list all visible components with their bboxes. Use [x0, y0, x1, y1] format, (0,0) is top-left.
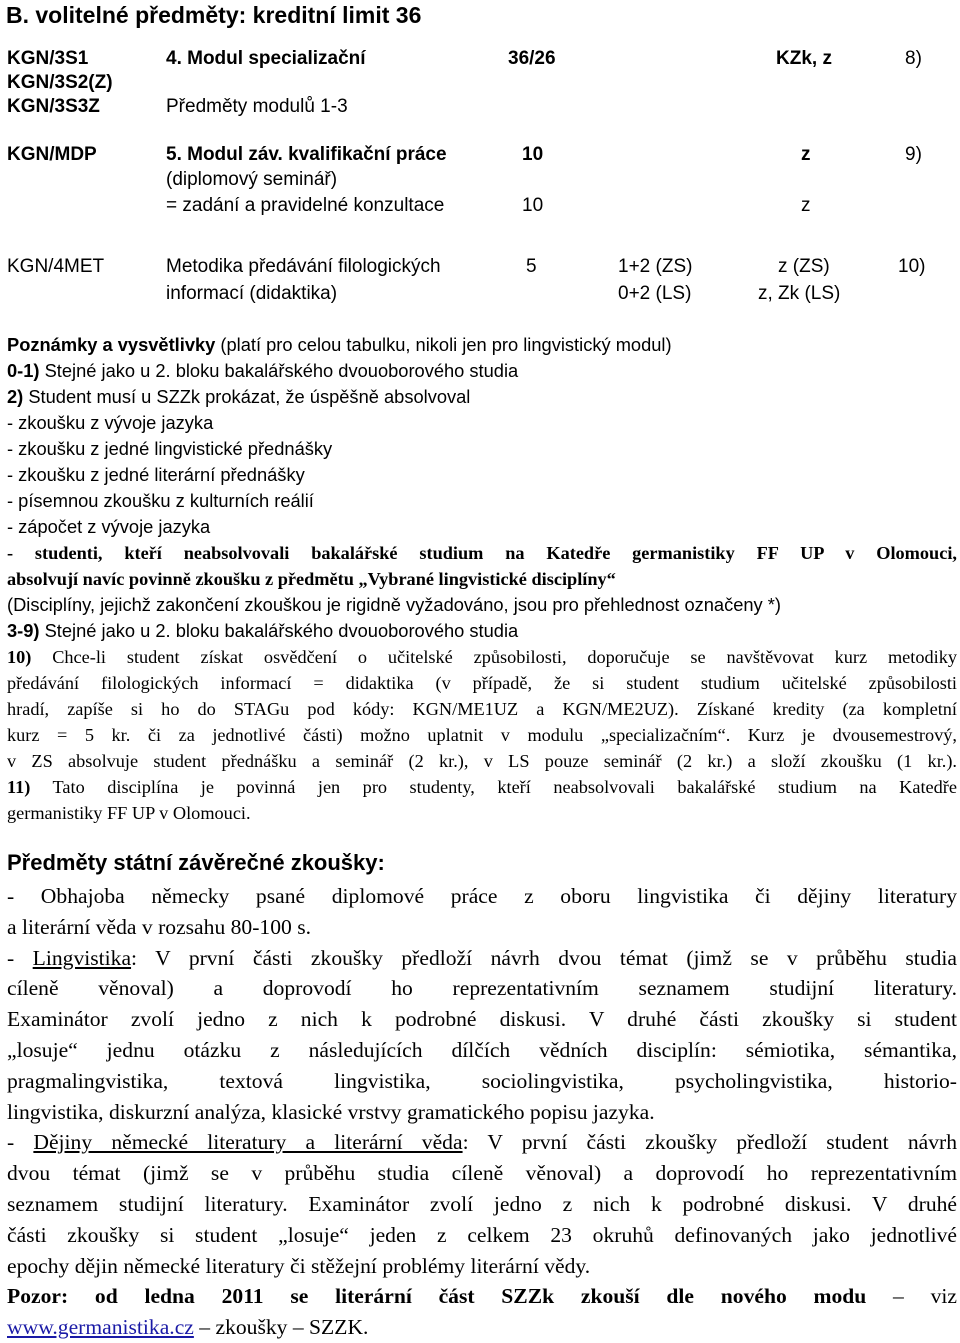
- course-name: = zadání a pravidelné konzultace: [166, 195, 445, 216]
- course-code: KGN/3S1: [7, 48, 89, 69]
- szz-line: a literární věda v rozsahu 80-100 s.: [7, 914, 312, 939]
- szz-line: části zkoušky si student „losuje“ jeden z celkem 23 okruhů definovaných jako jednotlivé: [7, 1222, 957, 1247]
- note-10-line: kurz = 5 kr. či za jednotlivé části) možno uplatnit v modulu „specializačním“. Kurz je dvousemestrový,: [7, 725, 957, 745]
- course-completion: KZk, z: [776, 48, 832, 69]
- szz-line: [7, 943, 957, 974]
- notes-title-rest: (platí pro celou tabulku, nikoli jen pro lingvistický modul): [215, 334, 672, 355]
- note-item: - písemnou zkoušku z kulturních reálií: [7, 490, 314, 511]
- note-item: - zkoušku z jedné lingvistické přednášky: [7, 438, 333, 459]
- szz-line: dvou témat (jimž se v průběhu studia cíleně věnoval) a doprovodí ho reprezentativním: [7, 1161, 957, 1186]
- szz-line: „losuje“ jednu otázku z následujících dílčích vědních disciplín: sémiotika, sémantika,: [7, 1037, 957, 1062]
- note-number: 3-9): [7, 620, 40, 641]
- szz-text: – zkoušky – SZZK.: [193, 1315, 369, 1340]
- germanistika-link[interactable]: www.germanistika.cz: [7, 1315, 194, 1340]
- note-item: - zkoušku z vývoje jazyka: [7, 412, 214, 433]
- course-name: (diplomový seminář): [166, 169, 338, 190]
- course-credits: 36/26: [508, 48, 556, 69]
- szz-line: [7, 1127, 957, 1158]
- course-note-ref: 9): [905, 144, 922, 165]
- note-text: Tato disciplína je povinná jen pro studenty, kteří neabsolvovali bakalářské studium na Katedře: [30, 777, 957, 797]
- course-name: Předměty modulů 1-3: [166, 96, 348, 117]
- szz-text: : V první části zkoušky předloží návrh dvou témat (jimž se v průběhu studia: [131, 945, 957, 970]
- course-hours: 1+2 (ZS): [618, 256, 693, 277]
- szz-subject-literature: Dějiny německé literatury a literární věda: [33, 1130, 463, 1155]
- course-credits: 10: [522, 195, 544, 216]
- course-completion: z, Zk (LS): [758, 283, 841, 304]
- note-10-line: [7, 644, 957, 670]
- note-0-1: [7, 358, 957, 384]
- note-text: Chce-li student získat osvědčení o učitelské způsobilosti, doporučuje se navštěvovat kurz metodiky: [31, 647, 957, 667]
- course-completion: z: [801, 144, 811, 165]
- szz-block: [7, 881, 957, 1343]
- notes-block: [7, 332, 957, 826]
- note-text: Stejné jako u 2. bloku bakalářského dvouoborového studia: [39, 620, 519, 641]
- note-11-line: germanistiky FF UP v Olomouci.: [7, 803, 251, 823]
- note-number: 11): [7, 777, 31, 797]
- note-10-line: předávání filologických informací = didaktika (v případě, že si student studium učitelské způsobilosti: [7, 673, 957, 693]
- course-name: 5. Modul záv. kvalifikační práce: [166, 144, 447, 165]
- szz-line: epochy dějin německé literatury či stěžejní problémy literární vědy.: [7, 1253, 591, 1278]
- note-text: Student musí u SZZk prokázat, že úspěšně absolvoval: [23, 386, 471, 407]
- note-11-line: [7, 774, 957, 800]
- szz-line: [7, 1312, 957, 1343]
- notes-title: [7, 332, 957, 358]
- course-credits: 5: [526, 256, 537, 277]
- section-title: B. volitelné předměty: kreditní limit 36: [6, 2, 422, 28]
- note-number: 0-1): [7, 360, 40, 381]
- szz-line: seznamem studijní literatury. Examinátor zvolí jedno z nich k podrobné diskusi. V druhé: [7, 1191, 957, 1216]
- course-completion: z (ZS): [778, 256, 830, 277]
- course-completion: z: [801, 195, 811, 216]
- note-bold-line: absolvují navíc povinně zkoušku z předmětu „Vybrané lingvistické disciplíny“: [7, 569, 616, 589]
- szz-warning: Pozor: od ledna 2011 se literární část SZZk zkouší dle nového modu: [7, 1284, 867, 1309]
- course-name: informací (didaktika): [166, 283, 338, 304]
- course-name: 4. Modul specializační: [166, 48, 366, 69]
- szz-text: – viz: [866, 1284, 957, 1309]
- szz-line: - Obhajoba německy psané diplomové práce z oboru lingvistika či dějiny literatury: [7, 884, 957, 908]
- note-10-line: v ZS absolvuje student přednášku a seminář (2 kr.), v LS pouze seminář (2 kr.) a složí zkoušku (1 kr.).: [7, 751, 957, 771]
- szz-line: cíleně věnoval) a doprovodí ho reprezentativním seznamem studijní literatury.: [7, 976, 957, 1001]
- note-item: - zkoušku z jedné literární přednášky: [7, 464, 305, 485]
- szz-line: Examinátor zvolí jedno z nich k podrobné diskusi. V druhé části zkoušky si student: [7, 1007, 957, 1032]
- szz-line: [7, 1281, 957, 1312]
- note-3-9: [7, 618, 957, 644]
- szz-dash: -: [7, 945, 33, 970]
- course-code: KGN/3S2(Z): [7, 72, 113, 93]
- course-credits: 10: [522, 144, 544, 165]
- szz-title: Předměty státní závěrečné zkoušky:: [7, 850, 385, 875]
- szz-line: lingvistika, diskurzní analýza, klasické vrstvy gramatického popisu jazyka.: [7, 1099, 655, 1124]
- szz-subject-linguistics: Lingvistika: [32, 945, 132, 970]
- notes-title-bold: Poznámky a vysvětlivky: [7, 334, 216, 355]
- note-bold-line: - studenti, kteří neabsolvovali bakalářské studium na Katedře germanistiky FF UP v Olomouci,: [7, 543, 957, 563]
- note-text: Stejné jako u 2. bloku bakalářského dvouoborového studia: [39, 360, 519, 381]
- szz-line: pragmalingvistika, textová lingvistika, sociolingvistika, psycholingvistika, historio-: [7, 1068, 957, 1093]
- course-code: KGN/4MET: [7, 256, 105, 277]
- note-number: 10): [7, 647, 32, 667]
- szz-dash: -: [7, 1130, 34, 1155]
- course-note-ref: 8): [905, 48, 922, 69]
- course-code: KGN/MDP: [7, 144, 97, 165]
- course-name: Metodika předávání filologických: [166, 256, 441, 277]
- course-note-ref: 10): [898, 256, 926, 277]
- note-number: 2): [7, 386, 24, 407]
- note-paren: (Disciplíny, jejichž zakončení zkouškou je rigidně vyžadováno, jsou pro přehlednost označeny *): [7, 594, 781, 615]
- course-code: KGN/3S3Z: [7, 96, 100, 117]
- note-2: [7, 384, 957, 410]
- course-hours: 0+2 (LS): [618, 283, 692, 304]
- szz-text: : V první části zkoušky předloží student návrh: [462, 1130, 958, 1155]
- note-item: - zápočet z vývoje jazyka: [7, 516, 211, 537]
- note-10-line: hradí, zapíše si ho do STAGu pod kódy: KGN/ME1UZ a KGN/ME2UZ). Získané kredity (za kompletní: [7, 699, 957, 719]
